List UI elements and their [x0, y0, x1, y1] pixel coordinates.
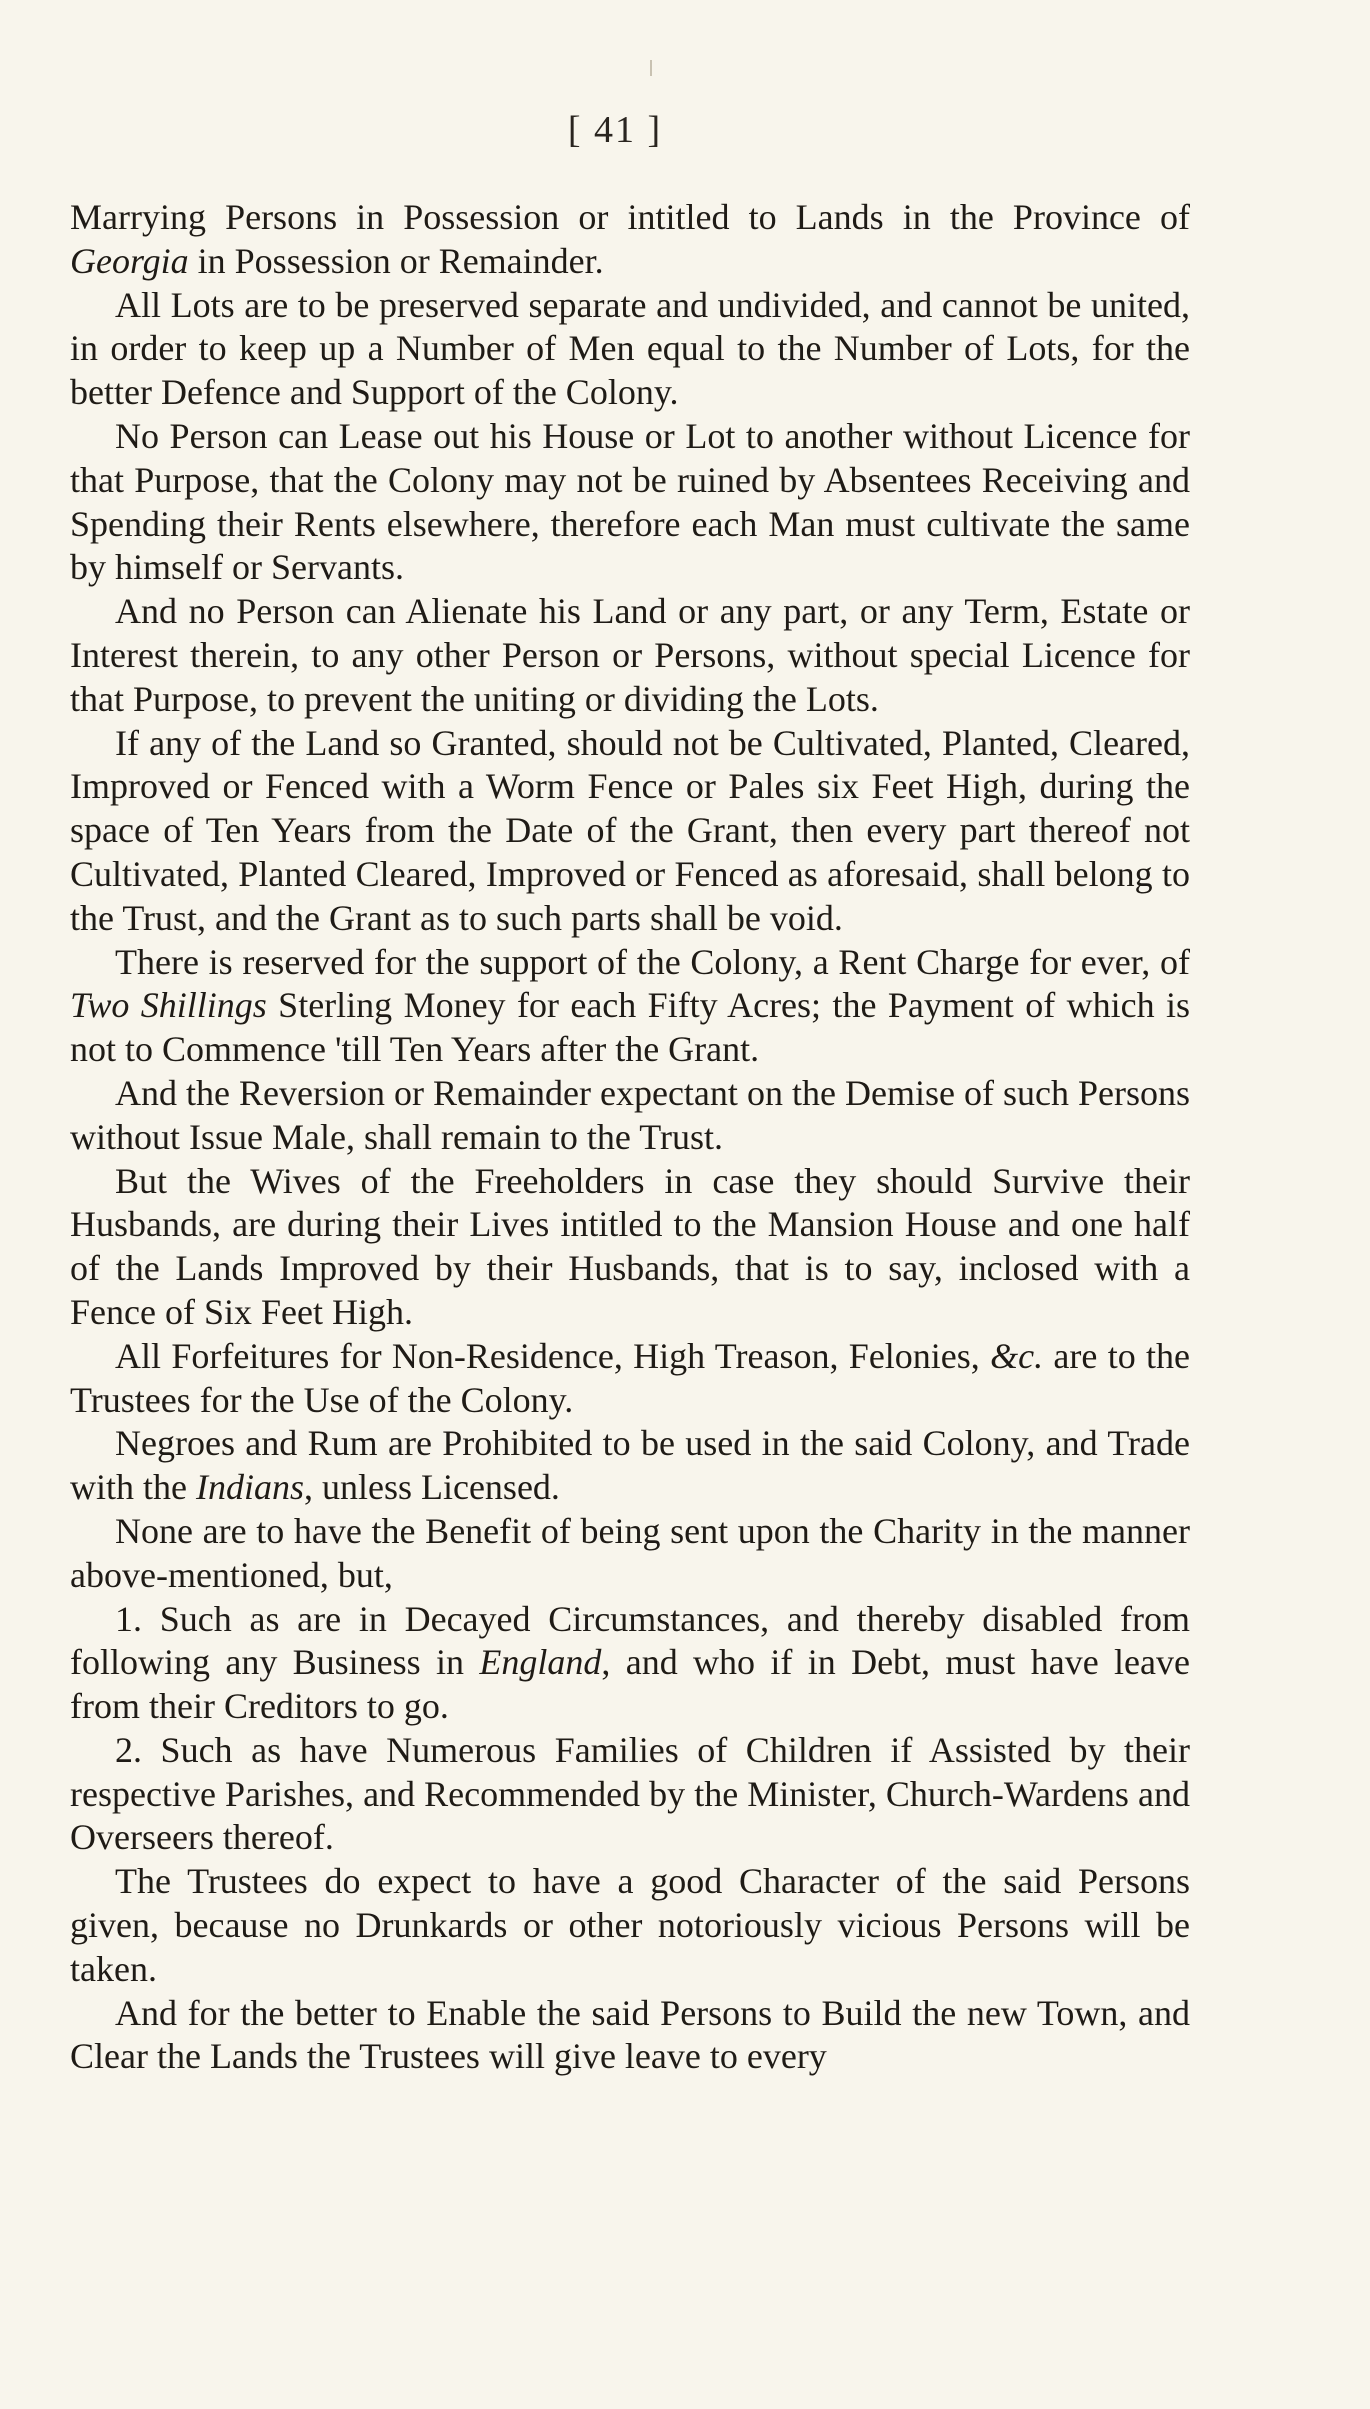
paragraph: But the Wives of the Freeholders in case they should Survive their Husbands, are during their Lives intitled to the Mansion House and one half of the Lands Improved by their Husbands, that is to say, inclosed with a Fence of Six Feet High.: [70, 1160, 1190, 1332]
paragraph: If any of the Land so Granted, should not be Cultivated, Planted, Cleared, Improved or Fenced with a Worm Fence or Pales six Feet High, during the space of Ten Years from the Date of the Grant, then every part thereof not Cultivated, Planted Cleared, Improved or Fenced as aforesaid, shall belong to the Trust, and the Grant as to such parts shall be void.: [70, 722, 1190, 938]
paragraph: All Forfeitures for Non-Residence, High Treason, Felonies, &c. are to the Trustees for the Use of the Colony.: [70, 1335, 1190, 1420]
italic-text: Georgia: [70, 240, 189, 281]
paragraph: And the Reversion or Remainder expectant on the Demise of such Persons without Issue Male, shall remain to the Trust.: [70, 1072, 1190, 1157]
page-number: [ 41 ]: [567, 109, 663, 151]
paragraph: None are to have the Benefit of being sent upon the Charity in the manner above-mentioned, but,: [70, 1510, 1190, 1595]
italic-text: Two Shillings: [70, 985, 267, 1026]
paragraph: There is reserved for the support of the Colony, a Rent Charge for ever, of Two Shillings Sterling Money for each Fifty Acres; the Payment of which is not to Commence 'till Ten Years after the Grant.: [70, 941, 1190, 1070]
margin-mark: [650, 60, 652, 76]
paragraph: And no Person can Alienate his Land or any part, or any Term, Estate or Interest therein, to any other Person or Persons, without special Licence for that Purpose, to prevent the uniting or dividing the Lots.: [70, 591, 1190, 719]
paragraph: And for the better to Enable the said Persons to Build the new Town, and Clear the Lands the Trustees will give leave to every: [70, 1992, 1190, 2077]
paragraph: 1. Such as are in Decayed Circumstances, and thereby disabled from following any Business in England, and who if in Debt, must have leave from their Creditors to go.: [70, 1598, 1190, 1727]
paragraph: Marrying Persons in Possession or intitled to Lands in the Province of Georgia in Possession or Remainder.: [70, 197, 1190, 281]
paragraph: 2. Such as have Numerous Families of Children if Assisted by their respective Parishes, and Recommended by the Minister, Church-Wardens and Overseers thereof.: [70, 1729, 1190, 1858]
italic-text: Indians: [195, 1467, 304, 1508]
italic-text: England: [479, 1642, 602, 1683]
paragraph: No Person can Lease out his House or Lot to another without Licence for that Purpose, that the Colony may not be ruined by Absentees Receiving and Spending their Rents elsewhere, therefore each Man must cultivate the same by himself or Servants.: [70, 415, 1190, 588]
paragraph: Negroes and Rum are Prohibited to be used in the said Colony, and Trade with the Indians, unless Licensed.: [70, 1423, 1190, 1508]
body-text: [70, 196, 1190, 2079]
italic-text: &c.: [990, 1335, 1044, 1376]
paragraph: The Trustees do expect to have a good Character of the said Persons given, because no Drunkards or other notoriously vicious Persons will be taken.: [70, 1861, 1190, 1989]
paragraph: All Lots are to be preserved separate and undivided, and cannot be united, in order to keep up a Number of Men equal to the Number of Lots, for the better Defence and Support of the Colony.: [70, 284, 1190, 413]
